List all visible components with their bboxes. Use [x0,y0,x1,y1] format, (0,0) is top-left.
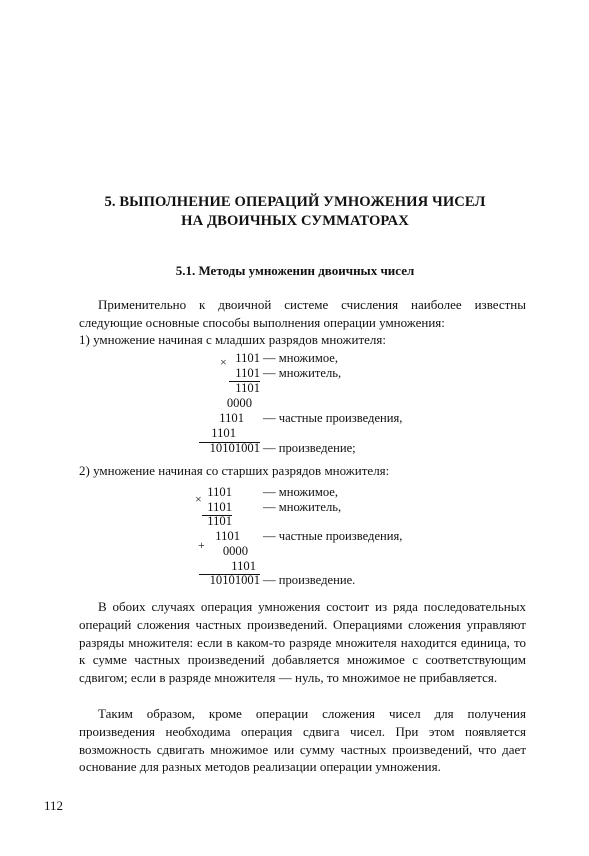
method1-multiplier: 1101 [235,366,260,380]
method1-partial-label: — частные произведения, [263,411,403,425]
method1-partial-3: 1101 [219,411,244,425]
method1-partial-4: 1101 [211,426,236,440]
method2-multiplicand-label: — множимое, [263,485,339,499]
method2-partial-1: 1101 [207,514,232,528]
method2-partial-3: 0000 [222,544,248,558]
plus-sign: + [198,538,205,552]
method2-multiplier: 1101 [207,500,232,514]
multiply-sign: × [220,355,227,369]
method2-product-label: — произведение. [263,573,356,587]
method1-multiplier-label: — множитель, [263,366,342,380]
method2-partial-4: 1101 [231,559,256,573]
method2-multiplicand: 1101 [207,485,232,499]
section-title-line2: НА ДВОИЧНЫХ СУММАТОРАХ [181,213,409,229]
section-title [60,193,530,231]
method2-heading: 2) умножение начиная со старших разрядов множителя: [79,463,390,478]
method1-heading: 1) умножение начиная с младших разрядов множителя: [79,332,386,347]
method2-partial-label: — частные произведения, [263,529,403,543]
paragraph-1: В обоих случаях операция умножения состоит из ряда последовательных операций сложения частных произведений. Операциями сложения управляют разряды множителя: если в каком-то разряде множителя находится единица, то к сумме частных произведений добавляется множимое с соответствующим сдвигом; если в разряде множителя — нуль, то множимое не прибавляется. [79,599,526,686]
paragraph-2: Таким образом, кроме операции сложения чисел для получения произведения необходима операция сдвига чисел. При этом появляется возможность сдвигать множимое или сумму частных произведений, что дает основание для разных методов реализации операции умножения. [79,706,526,775]
page-number: 112 [44,798,64,813]
method1-product-label: — произведение; [263,441,356,455]
method1-partial-1: 1101 [235,381,260,395]
method2-multiplier-label: — множитель, [263,500,342,514]
method1-multiplicand: 1101 [235,351,260,365]
method1-product: 10101001 [209,441,260,455]
subsection-title: 5.1. Методы умноженин двоичных чисел [175,263,415,278]
method2-product: 10101001 [209,573,260,587]
method1-multiplicand-label: — множимое, [263,351,339,365]
intro-paragraph: Применительно к двоичной системе счисления наиболее известны следующие основные способы выполнения операции умножения: [79,297,526,330]
multiply-sign: × [195,492,202,506]
method2-partial-2: 1101 [215,529,240,543]
section-title-line1: 5. ВЫПОЛНЕНИЕ ОПЕРАЦИЙ УМНОЖЕНИЯ ЧИСЕЛ [104,194,486,210]
method1-partial-2: 0000 [226,396,252,410]
